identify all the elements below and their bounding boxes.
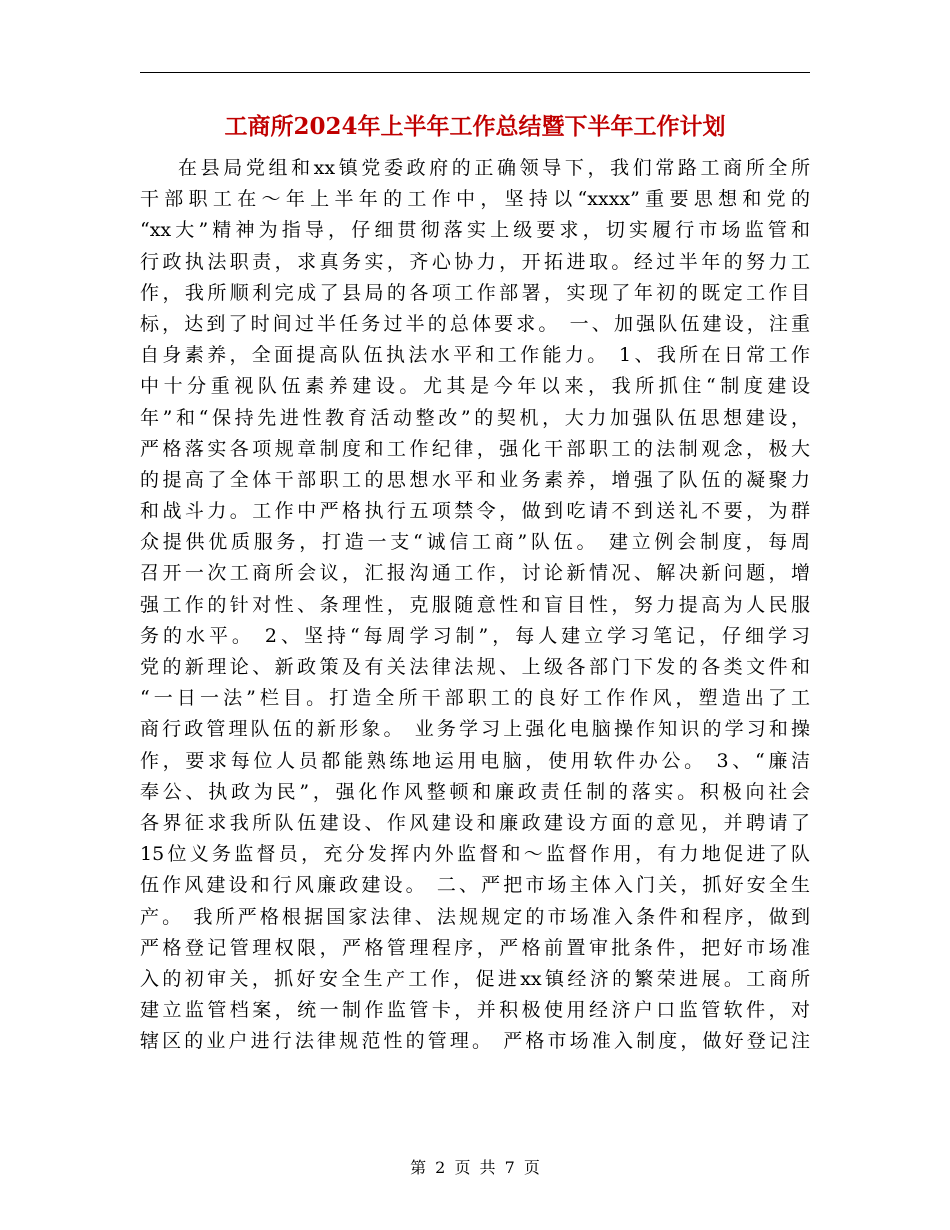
body-line: “一日一法”栏目。打造全所干部职工的良好工作作风，塑造出了工 (140, 687, 810, 710)
header-rule (140, 72, 810, 73)
body-line: 伍作风建设和行风廉政建设。 二、严把市场主体入门关，抓好安全生 (140, 874, 810, 897)
body-line: 自身素养，全面提高队伍执法水平和工作能力。 1、我所在日常工作 (140, 344, 810, 367)
body-line: 的提高了全体干部职工的思想水平和业务素养，增强了队伍的凝聚力 (140, 468, 810, 491)
body-line: 入的初审关，抓好安全生产工作，促进xx镇经济的繁荣进展。工商所 (140, 967, 810, 990)
body-line: 各界征求我所队伍建设、作风建设和廉政建设方面的意见，并聘请了 (140, 811, 810, 834)
body-line: 辖区的业户进行法律规范性的管理。 严格市场准入制度，做好登记注 (140, 1030, 810, 1053)
body-line: 强工作的针对性、条理性，克服随意性和盲目性，努力提高为人民服 (140, 593, 810, 616)
body-line: 年”和“保持先进性教育活动整改”的契机，大力加强队伍思想建设， (140, 406, 810, 429)
body-line: 作，要求每位人员都能熟练地运用电脑，使用软件办公。 3、“廉洁 (140, 749, 810, 772)
body-line: 建立监管档案，统一制作监管卡，并积极使用经济户口监管软件，对 (140, 999, 810, 1022)
body-line: “xx大”精神为指导，仔细贯彻落实上级要求，切实履行市场监管和 (140, 219, 810, 242)
body-line: 召开一次工商所会议，汇报沟通工作，讨论新情况、解决新问题，增 (140, 562, 810, 585)
body-line: 党的新理论、新政策及有关法律法规、上级各部门下发的各类文件和 (140, 656, 810, 678)
body-line: 作，我所顺利完成了县局的各项工作部署，实现了年初的既定工作目 (140, 281, 810, 304)
body-line: 产。 我所严格根据国家法律、法规规定的市场准入条件和程序，做到 (140, 905, 810, 928)
body-line: 和战斗力。工作中严格执行五项禁令，做到吃请不到送礼不要，为群 (140, 500, 810, 523)
document-body (140, 153, 810, 1057)
document-title: 工商所2024年上半年工作总结暨下半年工作计划 (224, 113, 726, 140)
body-line: 商行政管理队伍的新形象。 业务学习上强化电脑操作知识的学习和操 (140, 718, 810, 741)
body-line: 奉公、执政为民”，强化作风整顿和廉政责任制的落实。积极向社会 (140, 780, 810, 803)
body-line: 中十分重视队伍素养建设。尤其是今年以来，我所抓住“制度建设 (140, 375, 810, 398)
body-line: 严格落实各项规章制度和工作纪律，强化干部职工的法制观念，极大 (140, 437, 810, 460)
body-line: 务的水平。 2、坚持“每周学习制”，每人建立学习笔记，仔细学习 (140, 624, 810, 647)
page-footer: 第 2 页 共 7 页 (410, 1158, 540, 1177)
body-line: 严格登记管理权限，严格管理程序，严格前置审批条件，把好市场准 (140, 936, 810, 959)
body-line: 干部职工在～年上半年的工作中，坚持以“xxxx”重要思想和党的 (140, 188, 810, 211)
body-line: 标，达到了时间过半任务过半的总体要求。 一、加强队伍建设，注重 (140, 312, 810, 335)
body-line: 15位义务监督员，充分发挥内外监督和～监督作用，有力地促进了队 (140, 843, 810, 866)
body-line: 众提供优质服务，打造一支“诚信工商”队伍。 建立例会制度，每周 (140, 531, 810, 554)
body-line: 行政执法职责，求真务实，齐心协力，开拓进取。经过半年的努力工 (140, 250, 810, 273)
body-line: 在县局党组和xx镇党委政府的正确领导下，我们常路工商所全所 (178, 157, 810, 179)
